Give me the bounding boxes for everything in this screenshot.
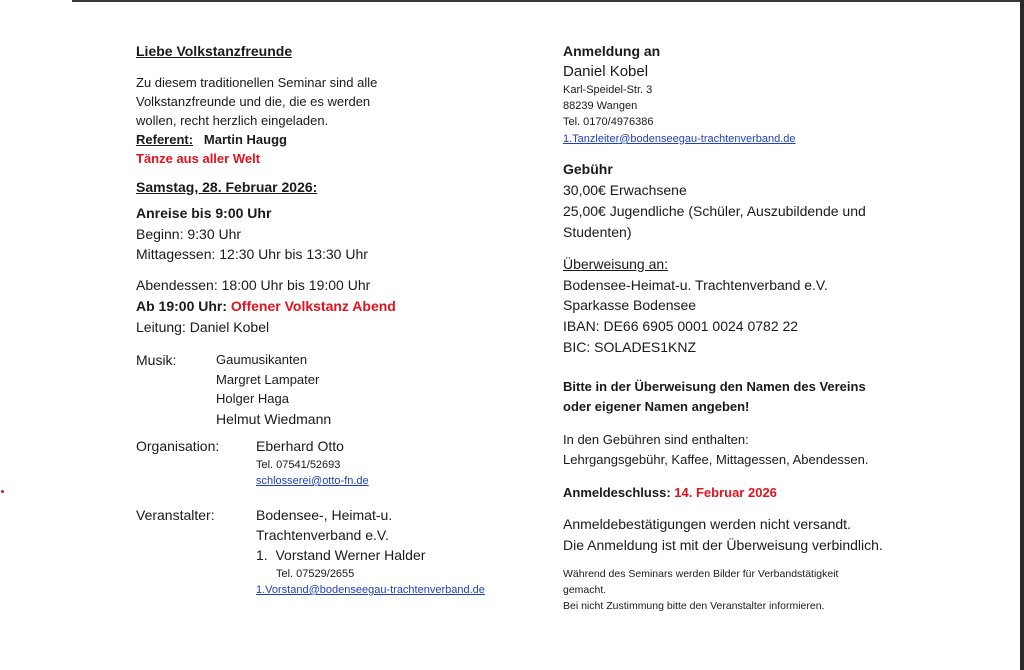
music-name: Gaumusikanten: [216, 352, 308, 367]
intro-line: Zu diesem traditionellen Seminar sind alle: [136, 75, 378, 90]
organizer-email-link[interactable]: 1.Vorstand@bodenseegau-trachtenverband.de: [256, 584, 485, 596]
transfer-bic: BIC: SOLADES1KNZ: [563, 339, 697, 355]
registration-name: Daniel Kobel: [563, 63, 649, 80]
schedule-lead: Leitung: Daniel Kobel: [136, 319, 270, 335]
organizer-phone: Tel. 07529/2655: [276, 568, 355, 580]
notice-line2: oder eigener Namen angeben!: [563, 399, 750, 414]
greeting-heading: Liebe Volkstanzfreunde: [136, 43, 293, 59]
photo-notice-line2: gemacht.: [563, 584, 607, 596]
evening-event: Offener Volkstanz Abend: [230, 298, 396, 314]
registration-street: Karl-Speidel-Str. 3: [563, 84, 653, 96]
event-date: Samstag, 28. Februar 2026:: [136, 179, 318, 195]
intro-line: wollen, recht herzlich eingeladen.: [136, 113, 329, 128]
organisation-label: Organisation:: [136, 438, 220, 454]
photo-notice-line1: Während des Seminars werden Bilder für Verbandstätigkeit: [563, 568, 839, 580]
deadline-label: Anmeldeschluss:: [563, 485, 671, 500]
referent-row: [136, 132, 287, 147]
deadline-date: 14. Februar 2026: [674, 485, 777, 500]
transfer-iban: IBAN: DE66 6905 0001 0024 0782 22: [563, 318, 799, 334]
referent-name: Martin Haugg: [203, 132, 287, 147]
theme-title: Tänze aus aller Welt: [136, 151, 261, 166]
organisation-phone: Tel. 07541/52693: [256, 459, 341, 471]
confirm-line1: Anmeldebestätigungen werden nicht versandt.: [563, 516, 851, 532]
referent-label: Referent:: [136, 132, 194, 147]
notice-line1: Bitte in der Überweisung den Namen des Vereins: [563, 379, 866, 394]
music-name: Helmut Wiedmann: [216, 411, 332, 427]
organisation-name: Eberhard Otto: [256, 438, 344, 454]
organizer-chair: [256, 547, 425, 563]
confirm-line2: Die Anmeldung ist mit der Überweisung verbindlich.: [563, 537, 883, 553]
registration-city: 88239 Wangen: [563, 100, 638, 112]
stray-mark: [1, 490, 4, 493]
included-line1: In den Gebühren sind enthalten:: [563, 432, 749, 447]
evening-time: Ab 19:00 Uhr:: [136, 298, 228, 314]
fee-adults: 30,00€ Erwachsene: [563, 182, 687, 198]
schedule-lunch: Mittagessen: 12:30 Uhr bis 13:30 Uhr: [136, 246, 368, 262]
organizer-name-line2: Trachtenverband e.V.: [256, 527, 389, 543]
schedule-arrival: Anreise bis 9:00 Uhr: [136, 205, 272, 221]
page-top-border: [72, 0, 1024, 2]
registration-email-link[interactable]: 1.Tanzleiter@bodenseegau-trachtenverband.de: [563, 133, 796, 145]
registration-heading: Anmeldung an: [563, 43, 661, 59]
registration-phone: Tel. 0170/4976386: [563, 116, 654, 128]
organizer-label: Veranstalter:: [136, 507, 215, 523]
intro-line: Volkstanzfreunde und die, die es werden: [136, 94, 371, 109]
schedule-start: Beginn: 9:30 Uhr: [136, 226, 242, 242]
music-name: Holger Haga: [216, 391, 289, 406]
chair-name: Vorstand Werner Halder: [275, 547, 426, 563]
transfer-bank: Sparkasse Bodensee: [563, 297, 697, 313]
schedule-evening: [136, 298, 396, 314]
music-label: Musik:: [136, 352, 177, 368]
transfer-recipient: Bodensee-Heimat-u. Trachtenverband e.V.: [563, 277, 828, 293]
chair-number: 1.: [256, 547, 268, 563]
deadline-row: [563, 485, 777, 500]
organisation-email-link[interactable]: schlosserei@otto-fn.de: [256, 475, 369, 487]
fee-youth-line1: 25,00€ Jugendliche (Schüler, Auszubildende und: [563, 203, 866, 219]
included-line2: Lehrgangsgebühr, Kaffee, Mittagessen, Abendessen.: [563, 452, 869, 467]
schedule-dinner: Abendessen: 18:00 Uhr bis 19:00 Uhr: [136, 277, 371, 293]
page-right-border: [1020, 0, 1024, 670]
photo-notice-line3: Bei nicht Zustimmung bitte den Veranstalter informieren.: [563, 600, 825, 612]
fee-youth-line2: Studenten): [563, 224, 632, 240]
transfer-heading: Überweisung an:: [563, 256, 669, 272]
fee-heading: Gebühr: [563, 161, 613, 177]
music-name: Margret Lampater: [216, 372, 320, 387]
organizer-name-line1: Bodensee-, Heimat-u.: [256, 507, 393, 523]
